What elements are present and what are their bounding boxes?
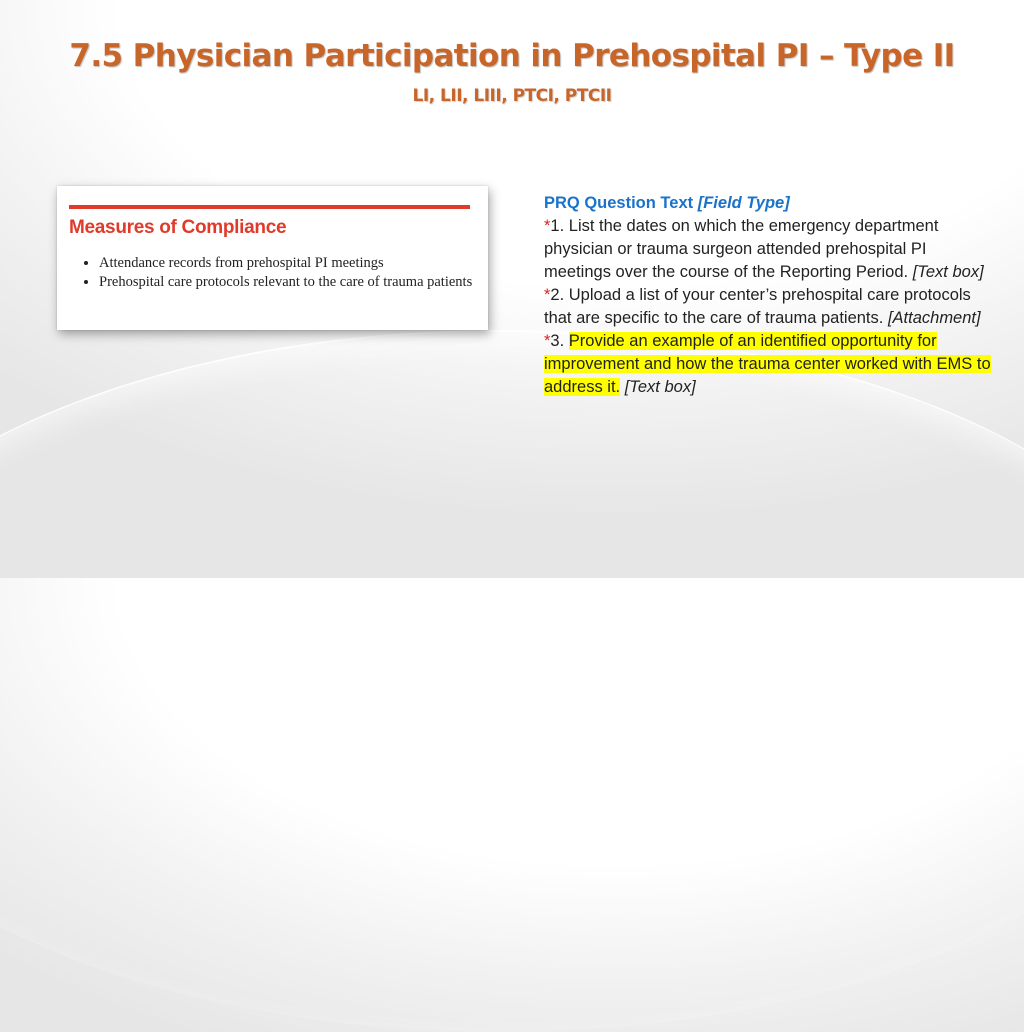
prq-question-1	[544, 215, 994, 284]
question-text: 1. List the dates on which the emergency department physician or trauma surgeon attended prehospital PI meetings over the course of the Reporting Period.	[544, 217, 939, 281]
prq-question-3	[544, 330, 994, 399]
question-field-type: [Text box]	[912, 263, 984, 281]
card-red-rule	[69, 205, 470, 209]
background-swoosh	[0, 330, 1024, 1032]
required-asterisk: *	[544, 332, 551, 350]
prq-question-2	[544, 284, 994, 330]
prq-label: PRQ Question Text	[544, 194, 694, 212]
highlighted-question-text: Provide an example of an identified opportunity for improvement and how the trauma center worked with EMS to address it.	[544, 332, 991, 396]
compliance-list	[69, 254, 499, 292]
question-field-type: [Text box]	[624, 378, 696, 396]
prq-header	[544, 192, 994, 215]
required-asterisk: *	[544, 217, 551, 235]
prq-question-block	[544, 192, 994, 399]
required-asterisk: *	[544, 286, 551, 304]
question-text: 2. Upload a list of your center’s prehospital care protocols that are specific to the care of trauma patients.	[544, 286, 971, 327]
measures-of-compliance-card	[57, 186, 488, 330]
card-heading: Measures of Compliance	[69, 217, 287, 238]
question-number: 3.	[550, 332, 569, 350]
prq-field-type-label: [Field Type]	[697, 194, 790, 212]
question-field-type: [Attachment]	[887, 309, 981, 327]
list-item: • Prehospital care protocols relevant to the care of trauma patients	[99, 273, 499, 292]
list-item: • Attendance records from prehospital PI meetings	[99, 254, 499, 273]
slide-subtitle: LI, LII, LIII, PTCI, PTCII	[412, 86, 612, 106]
slide-title: 7.5 Physician Participation in Prehospital PI – Type II	[69, 38, 955, 74]
